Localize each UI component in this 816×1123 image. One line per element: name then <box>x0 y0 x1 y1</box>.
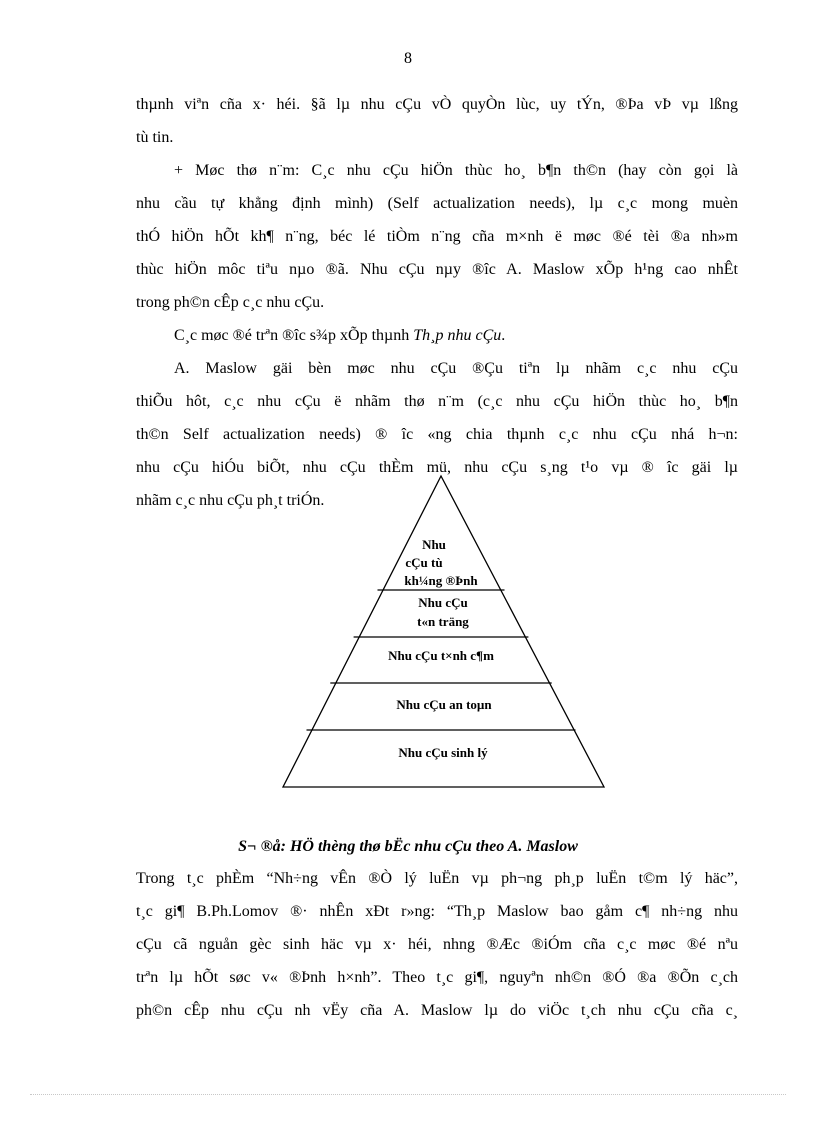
body-line: thùc hiÖn môc tiªu nµo ®ã. Nhu cÇu nµy ®îc A. Maslow xÕp h¹ng cao nhÊt <box>136 261 738 278</box>
pyramid-label: Nhu cÇu <box>418 595 468 610</box>
pyramid-label: kh¼ng ®Þnh <box>404 573 478 588</box>
figure-caption: S¬ ®å: HÖ thèng thø bËc nhu cÇu theo A. Maslow <box>238 838 578 855</box>
pyramid-outline <box>283 476 604 787</box>
pyramid-term: Th¸p nhu cÇu <box>413 327 502 344</box>
pyramid-label: Nhu cÇu sinh lý <box>398 745 488 760</box>
body-line: trªn lµ hÕt søc v« ®Þnh h×nh”. Theo t¸c gi¶, nguyªn nh©n ®Ó ®a ®Õn c¸ch <box>136 969 738 986</box>
pyramid-label: t«n träng <box>417 614 469 629</box>
body-line: A. Maslow gäi bèn møc nhu cÇu ®Çu tiªn lµ nhãm c¸c nhu cÇu <box>174 360 738 377</box>
pyramid-label: Nhu cÇu an toµn <box>396 697 492 712</box>
body-line: nhu cầu tự khẳng định mình) (Self actualization needs), lµ c¸c mong muèn <box>136 195 738 212</box>
body-line: thµnh viªn cña x· héi. §ã lµ nhu cÇu vÒ quyÒn lùc, uy tÝn, ®Þa vÞ vµ lßng <box>136 96 738 113</box>
body-line: tù tin. <box>136 129 174 146</box>
body-line: + Møc thø n¨m: C¸c nhu cÇu hiÖn thùc ho¸ b¶n th©n (hay còn gọi là <box>174 162 738 179</box>
pyramid-label: cÇu tù <box>405 555 443 570</box>
footer-rule <box>30 1094 786 1095</box>
body-line: ph©n cÊp nhu cÇu nh vËy cña A. Maslow lµ do viÖc t¸ch nhu cÇu cña c¸ <box>136 1002 738 1019</box>
body-line: trong ph©n cÊp c¸c nhu cÇu. <box>136 294 325 311</box>
body-text: C¸c møc ®é trªn ®îc s¾p xÕp thµnh <box>174 327 414 344</box>
body-line <box>174 327 505 345</box>
pyramid-label: Nhu <box>422 537 446 552</box>
body-line: t¸c gi¶ B.Ph.Lomov ®· nhÊn xÐt r»ng: “Th¸p Maslow bao gåm c¶ nh÷ng nhu <box>136 903 738 920</box>
page-number: 8 <box>404 50 412 67</box>
pyramid-label: Nhu cÇu t×nh c¶m <box>388 648 494 663</box>
body-line: cÇu cã nguån gèc sinh häc vµ x· héi, nhng ®Æc ®iÓm cña c¸c møc ®é nªu <box>136 936 738 953</box>
body-line: th©n Self actualization needs) ® îc «ng chia thµnh c¸c nhu cÇu nhá h¬n: <box>136 426 738 443</box>
body-text: . <box>501 327 506 344</box>
body-line: Trong t¸c phÈm “Nh÷ng vÊn ®Ò lý luËn vµ ph¬ng ph¸p luËn t©m lý häc”, <box>136 870 738 887</box>
body-line: nhãm c¸c nhu cÇu ph¸t triÓn. <box>136 492 325 509</box>
body-line: thiÕu hôt, c¸c nhu cÇu ë nhãm thø n¨m (c¸c nhu cÇu hiÖn thùc ho¸ b¶n <box>136 393 738 410</box>
body-line: thÓ hiÖn hÕt kh¶ n¨ng, béc lé tiÒm n¨ng cña m×nh ë møc ®é tèi ®a nh»m <box>136 228 738 245</box>
body-line: nhu cÇu hiÓu biÕt, nhu cÇu thÈm mü, nhu cÇu s¸ng t¹o vµ ® îc gäi lµ <box>136 459 738 476</box>
